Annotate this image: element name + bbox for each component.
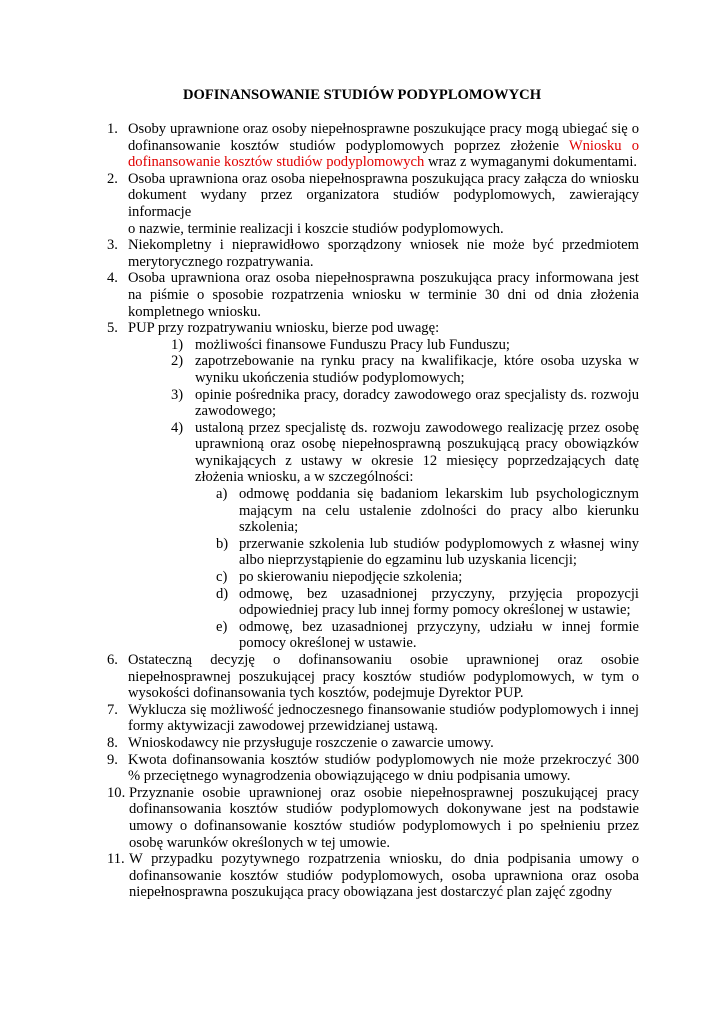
item-text: Niekompletny i nieprawidłowo sporządzony wniosek nie może być przedmiotem merytorycznego rozpatrywania. — [128, 237, 639, 270]
main-list — [107, 121, 639, 901]
item-number: 9. — [107, 751, 118, 768]
criteria-text: opinie pośrednika pracy, doradcy zawodowego oraz specjalisty ds. rozwoju zawodowego; — [195, 386, 639, 420]
item-text: Wnioskodawcy nie przysługuje roszczenie o zawarcie umowy. — [128, 734, 494, 751]
item-text: Osoba uprawniona oraz osoba niepełnosprawna poszukująca pracy załącza do wniosku dokument wydany przez organizatora studiów podyplomowych, zawierający informacje o nazwie, terminie realizacji i koszcie studiów podyplomowych. — [128, 170, 639, 237]
detail-text: po skierowaniu niepodjęcie szkolenia; — [239, 569, 463, 586]
item-number: 5. — [107, 320, 118, 337]
list-item-8 — [107, 735, 639, 752]
list-item-2 — [107, 171, 639, 237]
list-item-1 — [107, 121, 639, 171]
list-item-4 — [107, 270, 639, 320]
detail-item-a — [216, 486, 639, 536]
item-number: 8. — [107, 734, 118, 751]
list-item-11 — [107, 851, 639, 901]
list-item-6 — [107, 652, 639, 702]
item-text: Kwota dofinansowania kosztów studiów podyplomowych nie może przekroczyć 300 % przeciętnego wynagrodzenia obowiązującego w dniu podpisania umowy. — [128, 751, 639, 785]
criteria-text: zapotrzebowanie na rynku pracy na kwalifikacje, które osoba uzyska w wyniku ukończenia studiów podyplomowych; — [195, 353, 639, 386]
item-number: 3. — [107, 237, 118, 254]
list-item-7 — [107, 702, 639, 735]
criteria-number: 4) — [171, 419, 184, 436]
item-text: Przyznanie osobie uprawnionej oraz osobie niepełnosprawnej poszukującej pracy dofinansowania kosztów studiów podyplomowych dokonywane jest na podstawie umowy o dofinansowanie kosztów studiów podyplomowych i po spełnieniu przez osobę warunków określonych w tej umowie. — [129, 784, 639, 851]
detail-letter: a) — [216, 486, 228, 503]
detail-letter: e) — [216, 618, 228, 635]
item-number: 7. — [107, 701, 118, 718]
detail-item-e — [216, 619, 639, 652]
detail-letter: b) — [216, 535, 229, 552]
item-text: Osoba uprawniona oraz osoba niepełnosprawna poszukująca pracy informowana jest na piśmie o sposobie rozpatrzenia wniosku w terminie 30 dni od dnia złożenia kompletnego wniosku. — [128, 270, 639, 320]
criteria-number: 2) — [171, 353, 184, 370]
item-number: 4. — [107, 270, 118, 287]
detail-item-b — [216, 536, 639, 569]
detail-letter: d) — [216, 585, 229, 602]
item-text: Osoby uprawnione oraz osoby niepełnosprawne poszukujące pracy mogą ubiegać się o dofinansowanie kosztów studiów podyplomowych poprzez złożenie Wniosku o dofinansowanie kosztów studiów podyplomowych wraz z wymaganymi dokumentami. — [128, 121, 639, 171]
item-number: 2. — [107, 170, 118, 187]
item-number: 11. — [107, 851, 125, 868]
criteria-item-1 — [171, 337, 639, 354]
detail-text: odmowę poddania się badaniom lekarskim lub psychologicznym mającym na celu ustalenie zdolności do pracy albo kierunku szkolenia; — [239, 486, 639, 536]
criteria-number: 1) — [171, 336, 184, 353]
detail-letter: c) — [216, 569, 228, 586]
list-item-5 — [107, 320, 639, 337]
criteria-text: ustaloną przez specjalistę ds. rozwoju zawodowego realizację przez osobę uprawnioną oraz osobę niepełnosprawną poszukującą pracy obowiązków wynikających z ustawy w okresie 12 miesięcy poprzedzających datę złożenia wniosku, a w szczególności: — [195, 419, 639, 486]
item-text: PUP przy rozpatrywaniu wniosku, bierze pod uwagę: — [128, 320, 440, 337]
criteria-item-3 — [171, 387, 639, 420]
item-number: 10. — [107, 784, 126, 801]
criteria-item-4 — [171, 420, 639, 486]
detail-item-c — [216, 569, 639, 586]
detail-item-d — [216, 586, 639, 619]
item-text: W przypadku pozytywnego rozpatrzenia wniosku, do dnia podpisania umowy o dofinansowanie kosztów studiów podyplomowych, osoba uprawniona oraz osoba niepełnosprawna poszukująca pracy obowiązana jest dostarczyć plan zajęć zgodny — [129, 851, 639, 901]
list-item-10 — [107, 785, 639, 851]
list-item-9 — [107, 752, 639, 785]
criteria-number: 3) — [171, 386, 184, 403]
detail-text: przerwanie szkolenia lub studiów podyplomowych z własnej winy albo nieprzystąpienie do egzaminu lub uzyskania licencji; — [239, 535, 639, 569]
page-title: DOFINANSOWANIE STUDIÓW PODYPLOMOWYCH — [182, 87, 542, 103]
application-form-link[interactable]: Wniosku o dofinansowanie kosztów studiów podyplomowych — [128, 137, 639, 171]
item-number: 6. — [107, 652, 118, 668]
criteria-item-2 — [171, 353, 639, 386]
detail-text: odmowę, bez uzasadnionej przyczyny, udziału w innej formie pomocy określonej w ustawie. — [239, 618, 639, 652]
item-text: Ostateczną decyzję o dofinansowaniu osobie uprawnionej oraz osobie niepełnosprawnej poszukującej pracy kosztów studiów podyplomowych, w tym o wysokości dofinansowania tych kosztów, podejmuje Dyrektor PUP. — [128, 652, 639, 702]
detail-text: odmowę, bez uzasadnionej przyczyny, przyjęcia propozycji odpowiedniej pracy lub innej formy pomocy określonej w ustawie; — [239, 585, 639, 619]
item-number: 1. — [107, 121, 118, 137]
criteria-text: możliwości finansowe Funduszu Pracy lub Funduszu; — [195, 336, 510, 353]
item-text: Wyklucza się możliwość jednoczesnego finansowanie studiów podyplomowych i innej formy aktywizacji zawodowej przewidzianej ustawą. — [128, 701, 639, 735]
list-item-3 — [107, 237, 639, 270]
